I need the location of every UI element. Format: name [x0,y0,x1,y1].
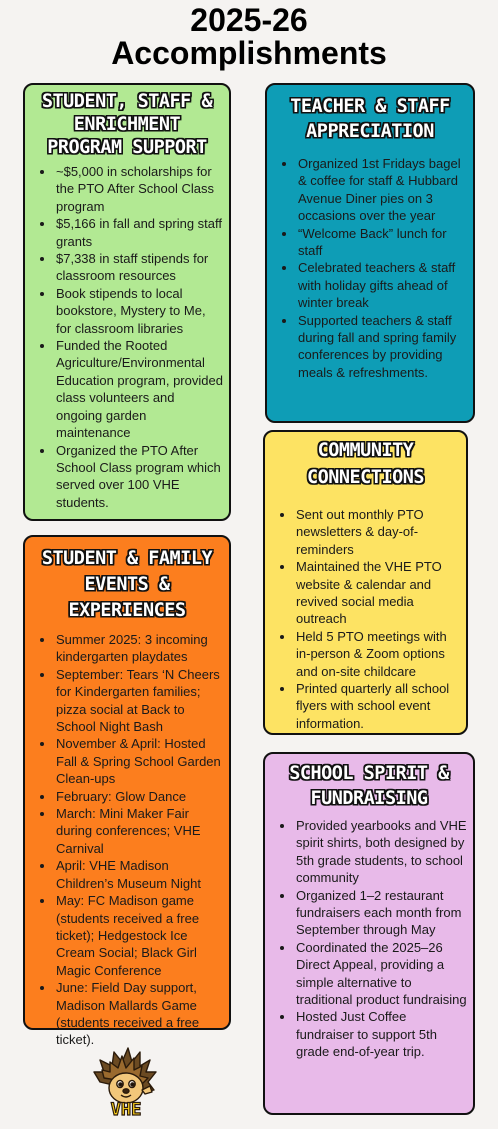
hedgehog-mascot-icon [90,1042,162,1118]
events-card-title [31,546,223,624]
support-list [31,163,223,511]
teacher-title-line: APPRECIATION [306,121,434,142]
hedgehog-mascot-graphic [90,1042,162,1118]
teacher-card-title [273,94,467,144]
list-item: • April: VHE Madison Children’s Museum Night [55,857,223,892]
community-list [271,506,460,732]
list-item: • Organized the PTO After School Class program which served over 100 VHE students. [55,442,223,512]
list-item: • March: Mini Maker Fair during conferences; VHE Carnival [55,805,223,857]
support-title-line: ENRICHMENT [73,114,181,135]
spirit-list [271,817,467,1061]
teacher-card [265,83,475,423]
teacher-list [273,155,467,381]
spirit-card-title [271,761,467,811]
support-card-title [31,90,223,159]
support-title-line: STUDENT, STAFF & [41,91,213,112]
spirit-title-line: SCHOOL SPIRIT & [289,763,449,784]
community-title-line: COMMUNITY [317,440,414,461]
community-card-title [271,437,460,491]
list-item: • September: Tears ‘N Cheers for Kindergarten families; pizza social at Back to School Night Bash [55,666,223,736]
support-card [23,83,231,521]
list-item: • Provided yearbooks and VHE spirit shirts, both designed by 5th grade students, to school community [295,817,467,887]
spirit-title-line: FUNDRAISING [310,788,428,809]
community-title-line: CONNECTIONS [306,467,425,488]
page-title [0,4,498,70]
events-title-line: STUDENT & FAMILY [41,548,213,569]
page-title-year: 2025-26 [190,2,308,38]
list-item: • May: FC Madison game (students received a free ticket); Hedgestock Ice Cream Social; Black Girl Magic Conference [55,892,223,979]
list-item: • Funded the Rooted Agriculture/Environmental Education program, provided class volunteers and ongoing garden maintenance [55,337,223,441]
list-item: • Organized 1–2 restaurant fundraisers each month from September through May [295,887,467,939]
list-item: • Sent out monthly PTO newsletters & day-of-reminders [295,506,460,558]
list-item: • Coordinated the 2025–26 Direct Appeal, providing a simple alternative to traditional product fundraising [295,939,467,1009]
list-item: • February: Glow Dance [55,788,223,805]
events-list [31,631,223,1049]
list-item: • Summer 2025: 3 incoming kindergarten playdates [55,631,223,666]
events-title-line: EVENTS & EXPERIENCES [68,574,186,621]
list-item: • Book stipends to local bookstore, Mystery to Me, for classroom libraries [55,285,223,337]
support-title-line: PROGRAM SUPPORT [47,137,207,158]
list-item: • June: Field Day support, Madison Mallards Game (students received a free ticket). [55,979,223,1049]
list-item: • “Welcome Back” lunch for staff [297,225,467,260]
mascot-label: VHE [110,1100,142,1118]
list-item: • Printed quarterly all school flyers with school event information. [295,680,460,732]
list-item: • November & April: Hosted Fall & Spring School Garden Clean-ups [55,735,223,787]
teacher-title-line: TEACHER & STAFF [290,96,450,117]
list-item: • Held 5 PTO meetings with in-person & Zoom options and on-site childcare [295,628,460,680]
events-card [23,535,231,1048]
list-item: • $7,338 in staff stipends for classroom resources [55,250,223,285]
list-item: • Maintained the VHE PTO website & calendar and revived social media outreach [295,558,460,628]
spirit-card [263,752,475,1115]
page-title-heading: Accomplishments [111,35,387,71]
list-item: • Celebrated teachers & staff with holiday gifts ahead of winter break [297,259,467,311]
list-item: • $5,166 in fall and spring staff grants [55,215,223,250]
list-item: • Supported teachers & staff during fall and spring family conferences by providing meals & refreshments. [297,312,467,382]
list-item: • Organized 1st Fridays bagel & coffee for staff & Hubbard Avenue Diner pies on 3 occasions over the year [297,155,467,225]
community-card [263,430,468,735]
list-item: • Hosted Just Coffee fundraiser to support 5th grade end-of-year trip. [295,1008,467,1060]
list-item: • ~$5,000 in scholarships for the PTO After School Class program [55,163,223,215]
